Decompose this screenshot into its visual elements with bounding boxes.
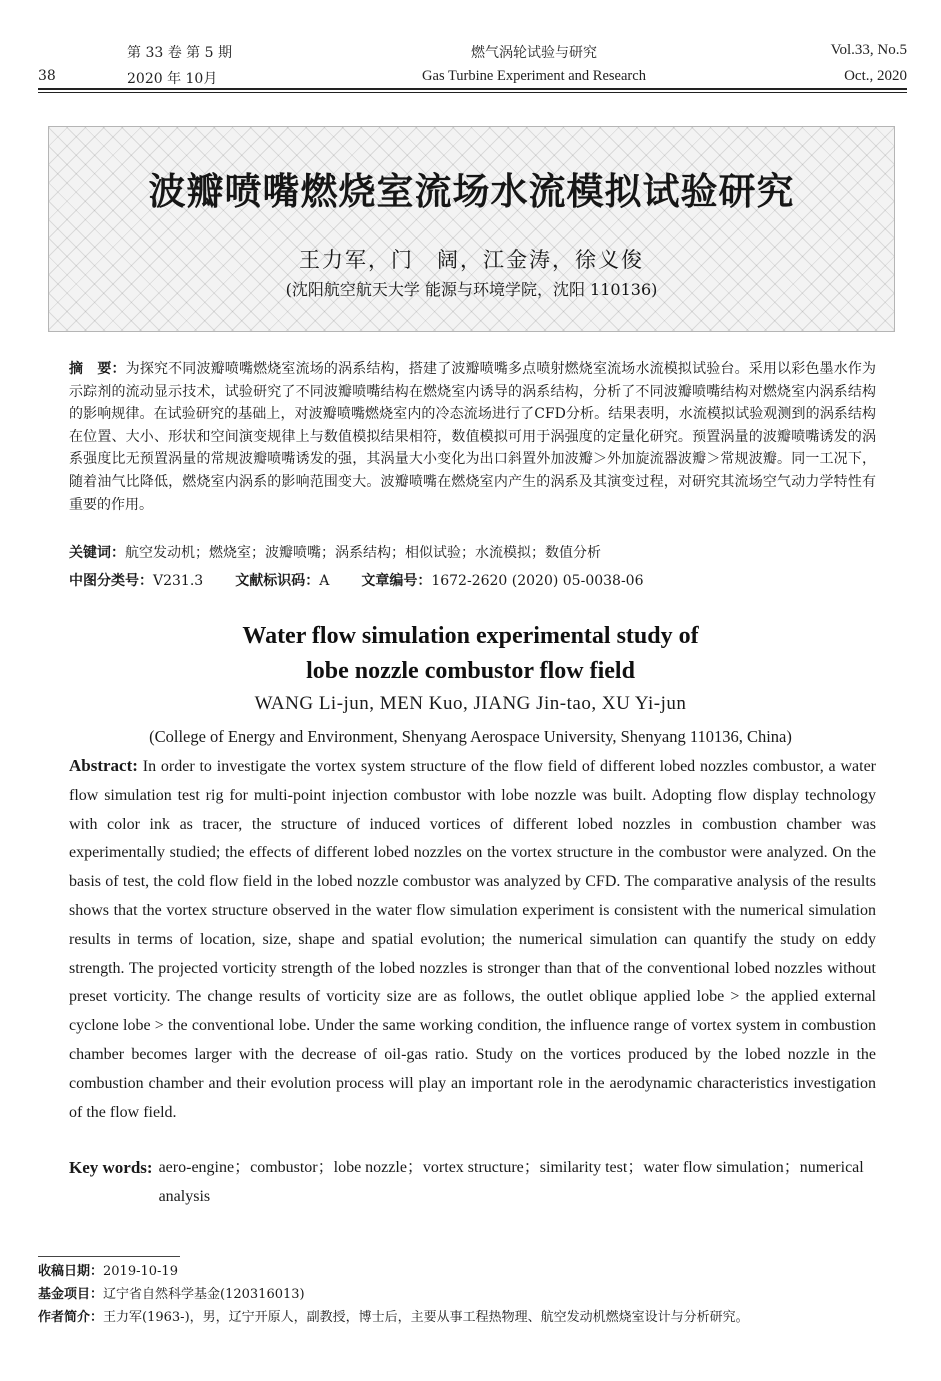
keywords-cn	[69, 542, 601, 562]
author-bio-label: 作者简介：	[38, 1310, 104, 1325]
clc-value: V231.3	[153, 573, 204, 589]
classification-line	[69, 570, 644, 590]
affiliation-en: (College of Energy and Environment, Shenyang Aerospace University, Shenyang 110136, China)	[149, 727, 792, 746]
paper-title-en-line1: Water flow simulation experimental study of	[242, 623, 699, 649]
header-rule-thin	[38, 92, 907, 93]
date-en: Oct., 2020	[844, 68, 907, 84]
fund-item	[38, 1283, 305, 1302]
received-value: 2019-10-19	[103, 1264, 178, 1279]
volume-issue-cn: 第 33 卷 第 5 期	[127, 45, 232, 61]
received-date	[38, 1260, 178, 1279]
journal-name-en: Gas Turbine Experiment and Research	[422, 68, 646, 84]
abstract-en-text: In order to investigate the vortex system structure of the flow field of different lobed nozzles combustor, a water flow simulation test rig for multi-point injection combustor with lobe nozzle was built. Adopting flow display technology with color ink as tracer, the structure of induced vortices of different lobed nozzles in combustion chamber was experimentally studied; the effects of different lobed nozzles on the vortex structure in the combustor were analyzed. On the basis of test, the cold flow field in the lobed nozzle combustor was analyzed by CFD. The comparative analysis of the results shows that the vortex structure observed in the water flow simulation experiment is consistent with the numerical simulation results in terms of location, size, shape and spatial evolution; the numerical simulation can quantify the study on eddy strength. The projected vorticity strength of the lobed nozzles is stronger than that of the conventional lobed nozzles without preset vorticity. The change results of vorticity size are as follows, the outlet oblique applied lobe > the applied external cyclone lobe > the conventional lobe. Under the same working condition, the influence range of vortex system in combustion chamber becomes larger with the decrease of oil-gas ratio. Study on the vortices produced by the lobed nozzle in the combustion chamber and their evolution process will play an important role in the aerodynamic characteristics investigation of the flow field.	[69, 758, 877, 1121]
keywords-en	[69, 1154, 876, 1212]
header-rule-thick	[38, 88, 907, 90]
abstract-cn-text: 为探究不同波瓣喷嘴燃烧室流场的涡系结构，搭建了波瓣喷嘴多点喷射燃烧室流场水流模拟试验台。采用以彩色墨水作为示踪剂的流动显示技术，试验研究了不同波瓣喷嘴结构在燃烧室内诱导的涡系结构，分析了不同波瓣喷嘴结构对燃烧室内涡系结构的影响规律。在试验研究的基础上，对波瓣喷嘴燃烧室内的冷态流场进行了CFD分析。结果表明，水流模拟试验观测到的涡系结构在位置、大小、形状和空间演变规律上与数值模拟结果相符，数值模拟可用于涡强度的定量化研究。预置涡量的波瓣喷嘴诱发的涡系强度比无预置涡量的常规波瓣喷嘴诱发的强，其涡量大小变化为出口斜置外加波瓣＞外加旋流器波瓣＞常规波瓣。同一工况下，随着油气比降低，燃烧室内涡系的影响范围变大。波瓣喷嘴在燃烧室内产生的涡系及其演变过程，对研究其流场空气动力学特性有重要的作用。	[69, 361, 877, 513]
paper-title-cn: 波瓣喷嘴燃烧室流场水流模拟试验研究	[148, 170, 795, 213]
footnote-rule	[38, 1256, 180, 1257]
affiliation-cn: (沈阳航空航天大学 能源与环境学院，沈阳 110136)	[285, 280, 658, 299]
keywords-en-label: Key words:	[69, 1158, 153, 1177]
authors-en: WANG Li-jun, MEN Kuo, JIANG Jin-tao, XU Yi-jun	[254, 693, 687, 714]
abstract-en-label: Abstract:	[69, 756, 138, 775]
keywords-cn-label: 关键词：	[69, 545, 125, 561]
article-number-label: 文章编号：	[361, 573, 432, 589]
article-number-value: 1672-2620 (2020) 05-0038-06	[431, 573, 644, 589]
author-bio	[38, 1306, 749, 1325]
keywords-en-text: aero-engine；combustor；lobe nozzle；vortex structure；similarity test；water flow simulation；numerical analysis	[158, 1159, 864, 1205]
doc-code-label: 文献标识码：	[235, 573, 320, 589]
doc-code-value: A	[319, 573, 330, 589]
clc-label: 中图分类号：	[69, 573, 153, 589]
abstract-cn-label: 摘 要：	[69, 361, 126, 377]
abstract-en	[69, 752, 876, 1127]
paper-title-en-line2: lobe nozzle combustor flow field	[306, 658, 635, 684]
keywords-cn-text: 航空发动机；燃烧室；波瓣喷嘴；涡系结构；相似试验；水流模拟；数值分析	[125, 545, 601, 561]
journal-name-cn: 燃气涡轮试验与研究	[471, 45, 597, 61]
received-label: 收稿日期：	[38, 1264, 104, 1279]
title-block	[48, 126, 895, 332]
fund-value: 辽宁省自然科学基金(120316013)	[103, 1287, 305, 1302]
date-cn: 2020 年 10月	[127, 71, 218, 87]
fund-label: 基金项目：	[38, 1287, 104, 1302]
volume-issue-en: Vol.33, No.5	[830, 42, 907, 58]
page-number: 38	[38, 68, 56, 84]
author-bio-value: 王力军(1963-)，男，辽宁开原人，副教授，博士后，主要从事工程热物理、航空发动机燃烧室设计与分析研究。	[103, 1310, 749, 1325]
authors-cn: 王力军，门 阔，江金涛，徐义俊	[299, 248, 644, 272]
abstract-cn	[69, 358, 876, 516]
